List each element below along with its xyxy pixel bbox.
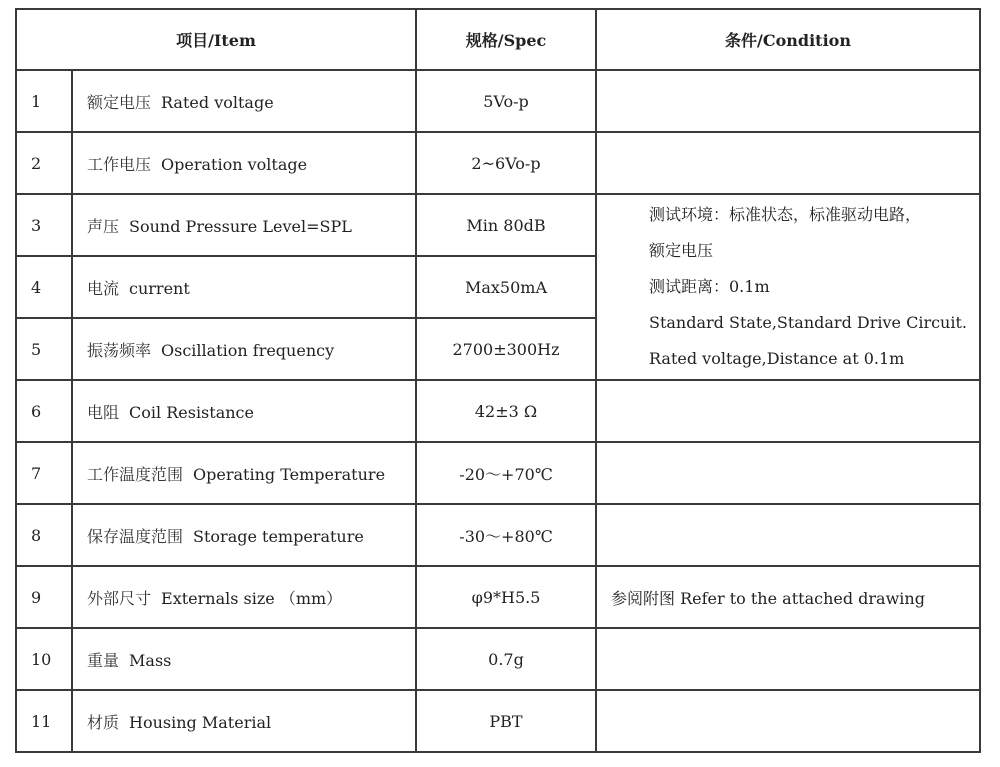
spec-cell: Max50mA <box>416 256 596 318</box>
item-cell <box>72 318 416 380</box>
item-zh: 电阻 <box>87 402 120 422</box>
header-row <box>16 9 980 70</box>
spec-cell: φ9*H5.5 <box>416 566 596 628</box>
spec-cell: 42±3 Ω <box>416 380 596 442</box>
table-row <box>16 504 980 566</box>
item-en: Externals size （mm） <box>161 588 343 608</box>
condition-line-4: Standard State,Standard Drive Circuit. <box>649 313 967 332</box>
row-number: 10 <box>16 628 72 690</box>
item-en: current <box>129 278 190 298</box>
spec-cell: 5Vo-p <box>416 70 596 132</box>
item-en: Operating Temperature <box>193 464 386 484</box>
condition-cell <box>596 628 980 690</box>
spec-cell: 2~6Vo-p <box>416 132 596 194</box>
item-zh: 工作温度范围 <box>87 464 184 484</box>
row-number: 1 <box>16 70 72 132</box>
spec-cell: 0.7g <box>416 628 596 690</box>
row-number: 9 <box>16 566 72 628</box>
table-row <box>16 380 980 442</box>
condition-cell: 参阅附图 Refer to the attached drawing <box>596 566 980 628</box>
row-number: 11 <box>16 690 72 752</box>
item-cell <box>72 504 416 566</box>
item-cell <box>72 256 416 318</box>
header-item: 项目/Item <box>16 9 416 70</box>
item-zh: 振荡频率 <box>87 340 152 360</box>
spec-cell: Min 80dB <box>416 194 596 256</box>
spec-table <box>15 8 981 753</box>
item-zh: 电流 <box>87 278 120 298</box>
item-en: Housing Material <box>129 712 272 732</box>
item-en: Sound Pressure Level=SPL <box>129 216 352 236</box>
row-number: 2 <box>16 132 72 194</box>
spec-cell: -30～+80℃ <box>416 504 596 566</box>
condition-line-3: 测试距离：0.1m <box>649 277 770 296</box>
table-row <box>16 566 980 628</box>
item-cell <box>72 690 416 752</box>
table-row <box>16 132 980 194</box>
row-number: 7 <box>16 442 72 504</box>
item-zh: 工作电压 <box>87 154 152 174</box>
item-en: Oscillation frequency <box>161 340 335 360</box>
row-number: 4 <box>16 256 72 318</box>
condition-cell <box>596 70 980 132</box>
row-number: 3 <box>16 194 72 256</box>
condition-line-2: 额定电压 <box>649 241 714 260</box>
condition-cell <box>596 442 980 504</box>
header-condition: 条件/Condition <box>596 9 980 70</box>
condition-cell <box>596 132 980 194</box>
header-spec: 规格/Spec <box>416 9 596 70</box>
spec-cell: PBT <box>416 690 596 752</box>
row-number: 8 <box>16 504 72 566</box>
item-cell <box>72 194 416 256</box>
item-en: Operation voltage <box>161 154 308 174</box>
table-row <box>16 70 980 132</box>
item-cell <box>72 380 416 442</box>
item-zh: 保存温度范围 <box>87 526 184 546</box>
item-zh: 声压 <box>87 216 120 236</box>
condition-cell <box>596 504 980 566</box>
item-en: Storage temperature <box>193 526 364 546</box>
item-en: Mass <box>129 650 172 670</box>
item-zh: 材质 <box>87 712 120 732</box>
item-zh: 重量 <box>87 650 120 670</box>
condition-cell <box>596 380 980 442</box>
item-en: Coil Resistance <box>129 402 254 422</box>
condition-cell <box>596 690 980 752</box>
item-zh: 额定电压 <box>87 92 152 112</box>
table-row <box>16 628 980 690</box>
item-cell <box>72 628 416 690</box>
table-row <box>16 442 980 504</box>
row-number: 5 <box>16 318 72 380</box>
item-zh: 外部尺寸 <box>87 588 152 608</box>
item-en: Rated voltage <box>161 92 274 112</box>
merged-condition-cell <box>596 194 980 380</box>
row-number: 6 <box>16 380 72 442</box>
condition-line-5: Rated voltage,Distance at 0.1m <box>649 349 905 368</box>
item-cell <box>72 442 416 504</box>
table-row <box>16 194 980 256</box>
item-cell <box>72 132 416 194</box>
item-cell <box>72 566 416 628</box>
spec-cell: 2700±300Hz <box>416 318 596 380</box>
item-cell <box>72 70 416 132</box>
table-row <box>16 690 980 752</box>
spec-cell: -20～+70℃ <box>416 442 596 504</box>
condition-line-1: 测试环境：标准状态，标准驱动电路， <box>649 205 922 224</box>
